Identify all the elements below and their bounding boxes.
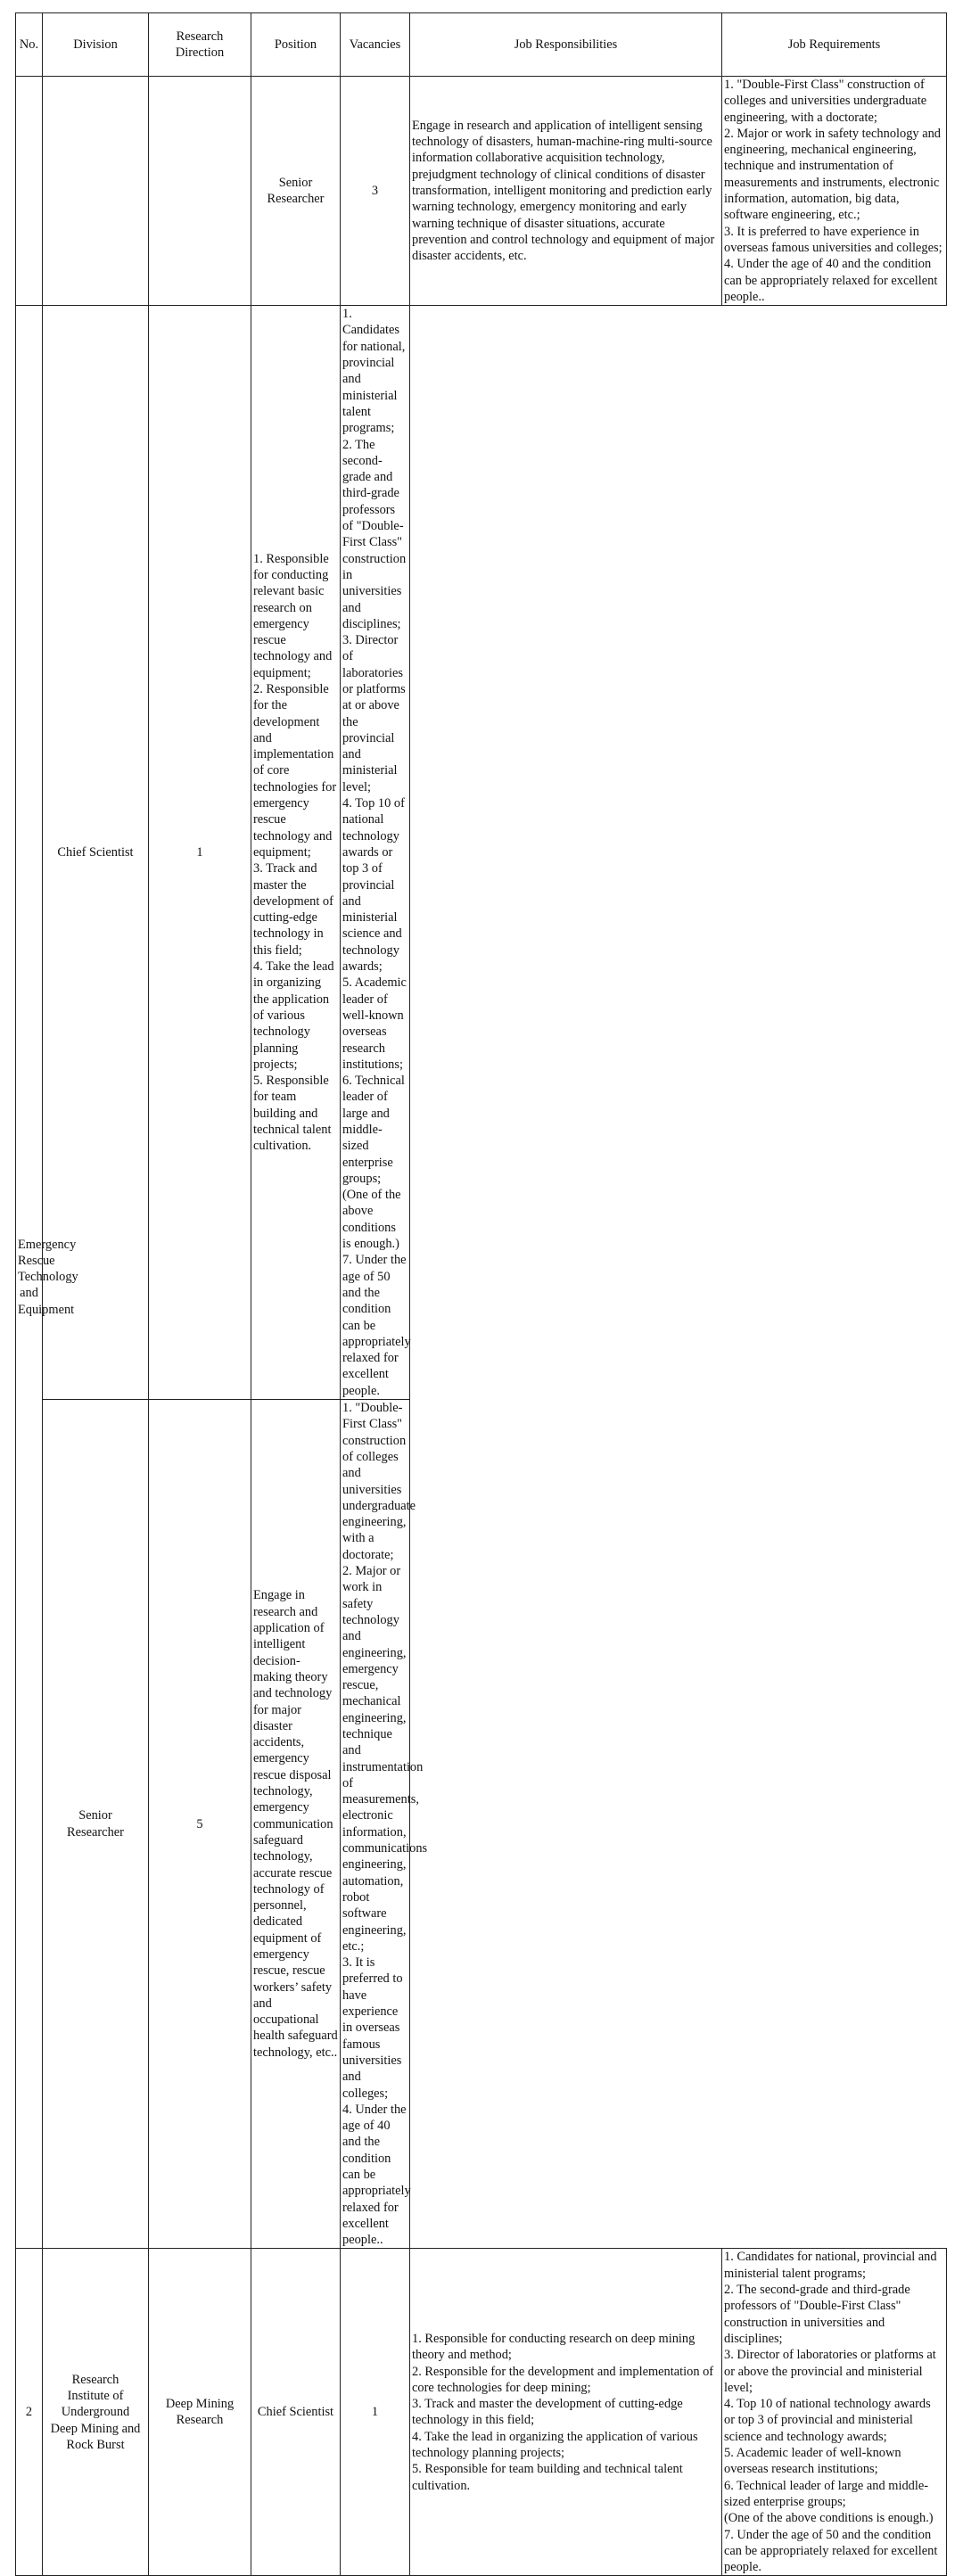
cell-job-responsibilities: Engage in research and application of intelligent sensing technology of disasters, human-machine-ring multi-source information collaborative acquisition technology, prejudgment technology of clinical conditions of disaster transformation, intelligent monitoring and prediction early warning technology, emergency monitoring and early warning technique of disaster situations, accurate prevention and control technology and equipment of major disaster accidents, etc.: [410, 77, 722, 306]
header-row: [16, 13, 947, 77]
header-division: Division: [43, 13, 149, 77]
cell-vacancies: 5: [149, 1400, 251, 2249]
cell-no: [16, 77, 43, 306]
header-job-responsibilities: Job Responsibilities: [410, 13, 722, 77]
cell-position: Chief Scientist: [251, 2249, 341, 2576]
cell-job-requirements: 1. Candidates for national, provincial and ministerial talent programs; 2. The second-grade and third-grade professors of "Double-First Class" construction in universities and disciplines; 3. Director of laboratories or platforms at or above the provincial and ministerial level; 4. Top 10 of national technology awards or top 3 of provincial and ministerial science and technology awards; 5. Academic leader of well-known overseas research institutions; 6. Technical leader of large and middle-sized enterprise groups; (One of the above conditions is enough.) 7. Under the age of 50 and the condition can be appropriately relaxed for excellent people.: [341, 306, 410, 1400]
header-job-requirements: Job Requirements: [722, 13, 947, 77]
cell-job-requirements: 1. "Double-First Class" construction of colleges and universities undergraduate engineering, with a doctorate; 2. Major or work in safety technology and engineering, emergency rescue, mechanical engineering, technique and instrumentation of measurements, electronic information, communications engineering, automation, robot software engineering, etc.; 3. It is preferred to have experience in overseas famous universities and colleges; 4. Under the age of 40 and the condition can be appropriately relaxed for excellent people..: [341, 1400, 410, 2249]
header-vacancies: Vacancies: [341, 13, 410, 77]
cell-vacancies: 1: [149, 306, 251, 1400]
table-row: [16, 2249, 947, 2576]
cell-research-direction: Deep Mining Research: [149, 2249, 251, 2576]
cell-division: Research Institute of Underground Deep Mining and Rock Burst: [43, 2249, 149, 2576]
cell-vacancies: 3: [341, 77, 410, 306]
header-research-direction: Research Direction: [149, 13, 251, 77]
cell-job-responsibilities: 1. Responsible for conducting research on deep mining theory and method; 2. Responsible for the development and implementation of core technologies for deep mining; 3. Track and master the development of cutting-edge technology in this field; 4. Take the lead in organizing the application of various technology planning projects; 5. Responsible for team building and technical talent cultivation.: [410, 2249, 722, 2576]
cell-no: 2: [16, 2249, 43, 2576]
cell-position: Chief Scientist: [43, 306, 149, 1400]
job-vacancy-table: [15, 12, 947, 2576]
cell-job-requirements: 1. "Double-First Class" construction of colleges and universities undergraduate engineering, with a doctorate; 2. Major or work in safety technology and engineering, mechanical engineering, technique and instrumentation of measurements and instruments, electronic information, automation, big data, software engineering, etc.; 3. It is preferred to have experience in overseas famous universities and colleges; 4. Under the age of 40 and the condition can be appropriately relaxed for excellent people..: [722, 77, 947, 306]
cell-position: Senior Researcher: [251, 77, 341, 306]
cell-research-direction: Emergency Rescue Technology and Equipment: [16, 306, 43, 2249]
cell-job-requirements: 1. Candidates for national, provincial and ministerial talent programs; 2. The second-grade and third-grade professors of "Double-First Class" construction in universities and disciplines; 3. Director of laboratories or platforms at or above the provincial and ministerial level; 4. Top 10 of national technology awards or top 3 of provincial and ministerial science and technology awards; 5. Academic leader of well-known overseas research institutions; 6. Technical leader of large and middle-sized enterprise groups; (One of the above conditions is enough.) 7. Under the age of 50 and the condition can be appropriately relaxed for excellent people.: [722, 2249, 947, 2576]
table-row: [16, 77, 947, 306]
cell-division: [43, 77, 149, 306]
cell-position: Senior Researcher: [43, 1400, 149, 2249]
cell-vacancies: 1: [341, 2249, 410, 2576]
cell-job-responsibilities: Engage in research and application of intelligent decision-making theory and technology for major disaster accidents, emergency rescue disposal technology, emergency communication safeguard technology, accurate rescue technology of personnel, dedicated equipment of emergency rescue, rescue workers’ safety and occupational health safeguard technology, etc..: [251, 1400, 341, 2249]
header-position: Position: [251, 13, 341, 77]
cell-research-direction: [149, 77, 251, 306]
table-row: [16, 1400, 947, 2249]
cell-job-responsibilities: 1. Responsible for conducting relevant basic research on emergency rescue technology and equipment; 2. Responsible for the development and implementation of core technologies for emergency rescue technology and equipment; 3. Track and master the development of cutting-edge technology in this field; 4. Take the lead in organizing the application of various technology planning projects; 5. Responsible for team building and technical talent cultivation.: [251, 306, 341, 1400]
table-row: [16, 306, 947, 1400]
header-no: No.: [16, 13, 43, 77]
